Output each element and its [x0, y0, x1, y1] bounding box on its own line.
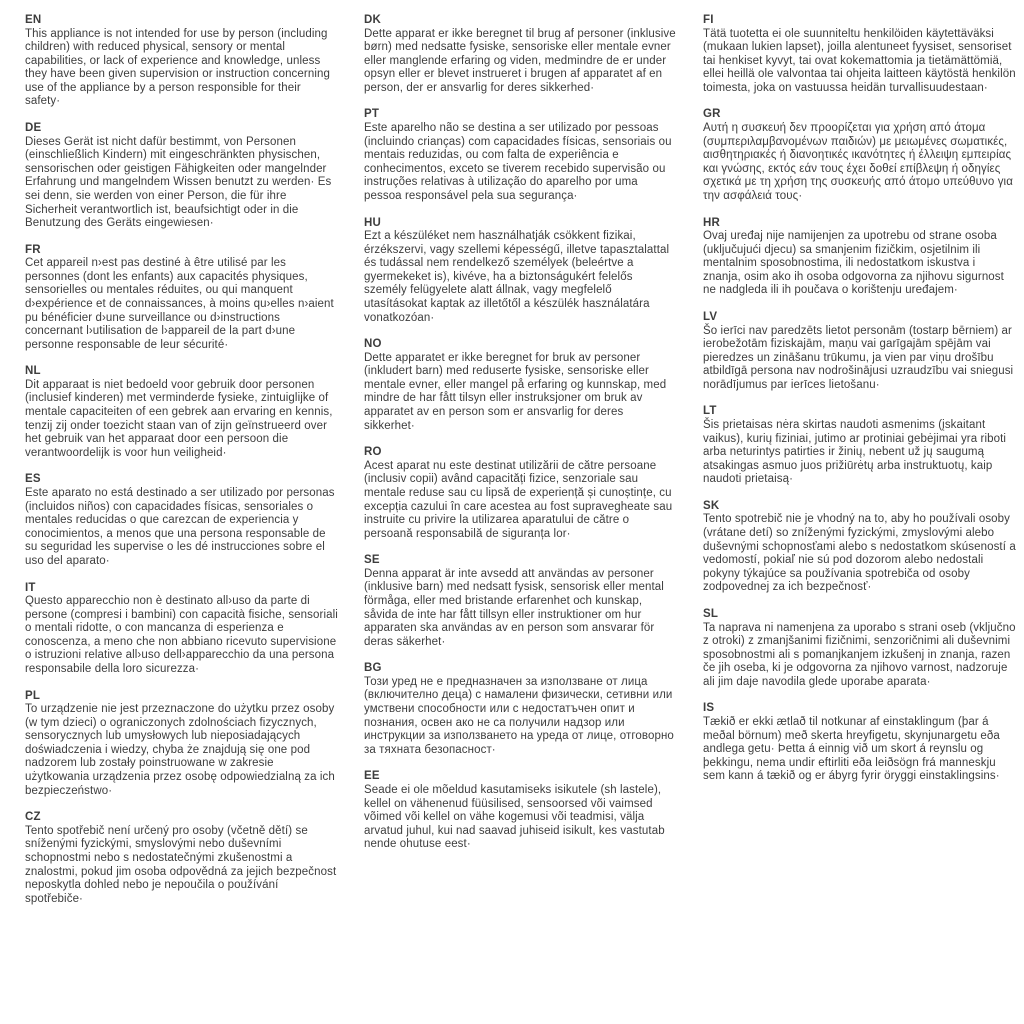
lang-section-dk [364, 14, 677, 95]
lang-section-ee [364, 770, 677, 851]
language-text-pl: To urządzenie nie jest przeznaczone do użytku przez osoby (w tym dzieci) o ograniczonych zdolnościach fizycznych, sensorycznych lub umysłowych lub nieposiadających doświadczenia i wiedzy, chyba że znajdują się one pod nadzorem lub zostały poinstruowane w zakresie użytkowania urządzenia przez osobę odpowiedzialną za ich bezpieczeństwo· [25, 703, 335, 797]
lang-section-cz [25, 811, 338, 906]
lang-section-pt [364, 108, 677, 203]
language-code-sk: SK [703, 499, 720, 512]
column-2 [364, 14, 677, 1024]
language-code-de: DE [25, 122, 42, 135]
language-text-gr: Αυτή η συσκευή δεν προορίζεται για χρήση από άτομα (συμπεριλαμβανομένων παιδιών) με μειωμένες σωματικές, αισθητηριακές ή διανοητικές ικανότητες ή έλλειψη εμπειρίας και γνώσης, εκτός εάν τους έχει δοθεί επίβλεψη ή οδηγίες σχετικά με τη χρήση της συσκευής από άτομο υπεύθυνο για την ασφάλειά τους· [703, 121, 1013, 202]
lang-section-de [25, 122, 338, 231]
language-code-se: SE [364, 554, 380, 567]
language-code-it: IT [25, 581, 36, 594]
language-text-fr: Cet appareil n›est pas destiné à être utilisé par les personnes (dont les enfants) aux capacités physiques, sensorielles ou mentales réduites, ou qui manquent d›expérience et de connaissances, à moins qu›elles n›aient pu bénéficier d›une surveillance ou d›instructions concernant l›utilisation de l›appareil de la part d›une personne responsable de leur sécurité· [25, 257, 334, 351]
language-code-gr: GR [703, 108, 721, 121]
lang-section-gr [703, 108, 1016, 203]
language-text-sl: Ta naprava ni namenjena za uporabo s strani oseb (vključno z otroki) z zmanjšanimi fizičnimi, senzoričnimi ali duševnimi sposobnostmi ali s pomanjkanjem izkušenj in znanja, razen če jih oseba, ki je odgovorna za njihovo varnost, nadzoruje ali jim daje navodila glede uporabe aparata· [703, 621, 1016, 688]
lang-section-lv [703, 311, 1016, 392]
lang-section-fr [25, 244, 338, 353]
language-text-dk: Dette apparat er ikke beregnet til brug af personer (inklusive børn) med nedsatte fysiske, sensoriske eller mentale evner eller manglende erfaring og viden, medmindre de er under opsyn eller er blevet instrueret i brugen af apparatet af en person, der er ansvarlig for deres sikkerhed· [364, 27, 676, 94]
language-text-it: Questo apparecchio non è destinato all›uso da parte di persone (compresi i bambini) con capacità fisiche, sensoriali o mentali ridotte, o con mancanza di esperienza e conoscenza, a meno che non abbiano ricevuto supervisione o istruzioni relative all›uso dell›apparecchio da una persona responsabile della loro sicurezza· [25, 595, 338, 675]
language-code-pt: PT [364, 108, 380, 121]
column-3 [703, 14, 1016, 1024]
lang-section-fi [703, 14, 1016, 95]
lang-section-se [364, 554, 677, 649]
language-code-hr: HR [703, 216, 721, 229]
language-text-no: Dette apparatet er ikke beregnet for bruk av personer (inkludert barn) med reduserte fysiske, sensoriske eller mentale evner, eller mangel på erfaring og kunnskap, med mindre de har fått tilsyn eller instruksjoner om bruk av apparatet av en person som er ansvarlig for deres sikkerhet· [364, 351, 667, 432]
column-1 [25, 14, 338, 1024]
language-text-pt: Este aparelho não se destina a ser utilizado por pessoas (incluindo crianças) com capacidades físicas, sensoriais ou mentais reduzidas, ou com falta de experiência e conhecimentos, exceto se tiverem recebido supervisão ou instruções relativas à utilização do aparelho por uma pessoa responsável pela sua segurança· [364, 121, 672, 202]
language-text-is: Tækið er ekki ætlað til notkunar af einstaklingum (þar á meðal börnum) með skerta hreyfigetu, skynjunargetu eða andlega getu· Þetta á einnig við um skort á reynslu og þekkingu, nema undir eftirliti eða leiðsögn frá manneskju sem kann á tækið og er ábyrg fyrir öryggi einstaklingsins· [703, 715, 1000, 783]
language-text-bg: Този уред не е предназначен за използване от лица (включително деца) с намалени физически, сетивни или умствени способности или с недостатъчен опит и познания, освен ако не са получили надзор или инструкции за използването на уреда от лице, отговорно за тяхната безопасност· [364, 675, 674, 756]
lang-section-it [25, 582, 338, 677]
lang-section-lt [703, 405, 1016, 486]
language-text-lv: Šo ierīci nav paredzēts lietot personām (tostarp bērniem) ar ierobežotām fiziskajām, maņu vai garīgajām spējām vai pieredzes un zināšanu trūkumu, ja vien par viņu drošību atbildīgā persona nav nodrošinājusi uzraudzību vai sniegusi norādījumus par ierīces lietošanu· [703, 324, 1014, 391]
lang-section-es [25, 473, 338, 568]
language-text-nl: Dit apparaat is niet bedoeld voor gebruik door personen (inclusief kinderen) met verminderde fysieke, zintuiglijke of mentale capaciteiten of een gebrek aan ervaring en kennis, tenzij zij onder toezicht staan van of zijn geïnstrueerd over het gebruik van het apparaat door een persoon die verantwoordelijk is voor hun veiligheid· [25, 378, 333, 459]
lang-section-hr [703, 217, 1016, 298]
language-text-hu: Ezt a készüléket nem használhatják csökkent fizikai, érzékszervi, vagy szellemi képességű, illetve tapasztalattal és tudással nem rendelkező személyek (beleértve a gyermekeket is), kivéve, ha a biztonságukért felelős személy felügyelete alatt állnak, vagy megfelelő utasításokat kaptak az illetőtől a készülék használatára vonatkozóan· [364, 230, 670, 324]
language-text-sk: Tento spotrebič nie je vhodný na to, aby ho používali osoby (vrátane detí) so zníženými fyzickými, zmyslovými alebo duševnými schopnosťami alebo s nedostatkom skúseností a vedomostí, pokiaľ nie sú pod dozorom alebo nedostali pokyny týkajúce sa používania spotrebiča od osoby zodpovednej za ich bezpečnosť· [703, 513, 1016, 594]
lang-section-ro [364, 446, 677, 541]
language-code-es: ES [25, 473, 41, 486]
language-code-nl: NL [25, 365, 41, 378]
language-code-lv: LV [703, 311, 718, 323]
language-code-fr: FR [25, 243, 41, 256]
lang-section-is [703, 702, 1016, 783]
language-text-fi: Tätä tuotetta ei ole suunniteltu henkilöiden käytettäväksi (mukaan lukien lapset), joilla alentuneet fyysiset, sensoriset tai henkiset kyvyt, tai ovat kokemattomia ja tietämättömiä, ellei heillä ole valvontaa tai ohjeita laitteen käytöstä henkilön toimesta, joka on vastuussa heidän turvallisuudestaan· [703, 27, 1016, 94]
language-code-ee: EE [364, 770, 380, 783]
language-text-es: Este aparato no está destinado a ser utilizado por personas (incluidos niños) con capacidades físicas, sensoriales o mentales reducidas o que carezcan de experiencia y conocimientos, a menos que una persona responsable de su seguridad les supervise o les dé instrucciones sobre el uso del aparato· [25, 486, 335, 567]
language-code-sl: SL [703, 608, 719, 620]
lang-section-nl [25, 365, 338, 460]
language-code-en: EN [25, 14, 42, 26]
language-text-ee: Seade ei ole mõeldud kasutamiseks isikutele (sh lastele), kellel on vähenenud füüsilised, sensoorsed või vaimsed võimed või kellel on vähe kogemusi või teadmisi, välja arvatud juhul, kui nad saavad juhiseid isikult, kes vastutab nende ohutuse eest· [364, 783, 665, 851]
language-code-hu: HU [364, 216, 382, 229]
lang-section-pl [25, 690, 338, 799]
lang-section-sl [703, 608, 1016, 689]
language-text-lt: Šis prietaisas nėra skirtas naudoti asmenims (įskaitant vaikus), kurių fiziniai, jutimo ar protiniai gebėjimai yra riboti arba neturintys patirties ir žinių, nebent už jų saugumą atsakingas asmuo juos prižiūrėtų arba instruktuotų, kaip naudoti prietaisą· [703, 418, 1007, 486]
language-code-ro: RO [364, 446, 382, 459]
language-text-se: Denna apparat är inte avsedd att användas av personer (inklusive barn) med nedsatt fysisk, sensorisk eller mental förmåga, eller med bristande erfarenhet och kunskap, såvida de inte har fått tillsyn eller instruktioner om hur apparaten ska användas av en person som ansvarar för deras säkerhet· [364, 567, 664, 648]
language-text-cz: Tento spotřebič není určený pro osoby (včetně dětí) se sníženými fyzickými, smyslovými nebo duševními schopnostmi nebo s nedostatečnými zkušenostmi a znalostmi, pokud jim osoba odpovědná za jejich bezpečnost neposkytla dohled nebo je nepoučila o používání spotřebiče· [25, 824, 337, 905]
language-code-fi: FI [703, 14, 714, 26]
language-code-no: NO [364, 338, 382, 351]
language-code-lt: LT [703, 405, 717, 418]
language-text-ro: Acest aparat nu este destinat utilizării de către persoane (inclusiv copii) având capacități fizice, senzoriale sau mentale reduse sau cu lipsă de experiență și cunoștințe, cu excepția cazului în care acestea au fost supravegheate sau instruite cu privire la utilizarea aparatului de către o persoană responsabilă de siguranța lor· [364, 459, 673, 540]
language-text-de: Dieses Gerät ist nicht dafür bestimmt, von Personen (einschließlich Kindern) mit eingeschränkten physischen, sensorischen oder geistigen Fähigkeiten oder mangelnder Erfahrung und mangelndem Wissen benutzt zu werden· Es sei denn, sie werden von einer Person, die für ihre Sicherheit verantwortlich ist, beaufsichtigt oder in die Benutzung des Geräts eingewiesen· [25, 135, 332, 230]
language-code-cz: CZ [25, 811, 41, 824]
lang-section-sk [703, 500, 1016, 595]
language-code-pl: PL [25, 689, 41, 702]
language-code-bg: BG [364, 662, 382, 675]
language-text-hr: Ovaj uređaj nije namijenjen za upotrebu od strane osoba (uključujući djecu) sa smanjenim fizičkim, osjetilnim ili mentalnim sposobnostima, ili nedostatkom iskustva i znanja, osim ako ih osoba odgovorna za njihovu sigurnost ne nadgleda ili ih poučava o korištenju uređajem· [703, 230, 1004, 297]
language-code-dk: DK [364, 14, 382, 26]
lang-section-bg [364, 662, 677, 757]
lang-section-hu [364, 217, 677, 326]
lang-section-en [25, 14, 338, 109]
lang-section-no [364, 338, 677, 433]
language-code-is: IS [703, 702, 715, 715]
language-text-en: This appliance is not intended for use by person (including children) with reduced physical, sensory or mental capabilities, or lack of experience and knowledge, unless they have been given supervision or instruction concerning use of the appliance by a person responsible for their safety· [25, 27, 330, 108]
